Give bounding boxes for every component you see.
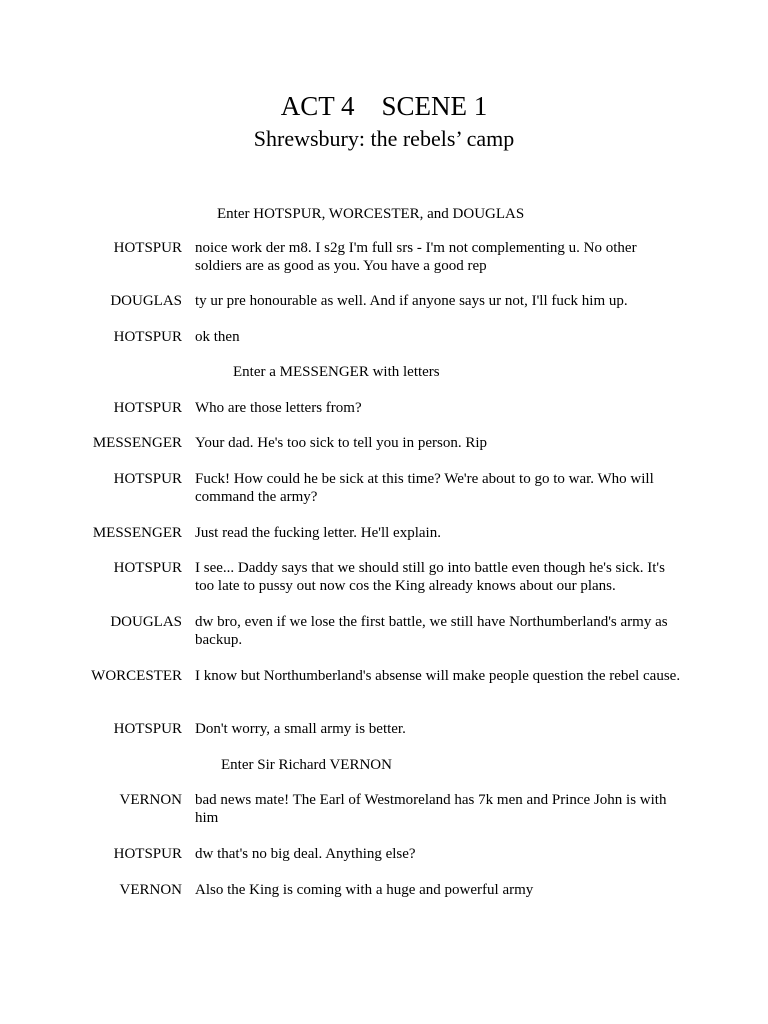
speech-text: ok then bbox=[195, 329, 240, 345]
speech-text: Don't worry, a small army is better. bbox=[195, 721, 406, 737]
speaker-name: HOTSPUR bbox=[113, 721, 182, 737]
speaker-name: HOTSPUR bbox=[113, 560, 182, 576]
speaker-name: DOUGLAS bbox=[110, 614, 182, 630]
speech-text: I know but Northumberland's absense will make people question the rebel cause. bbox=[195, 668, 681, 684]
speech-text: Fuck! How could he be sick at this time? We're about to go to war. Who will command the army? bbox=[195, 471, 654, 505]
stage-direction: Enter Sir Richard VERNON bbox=[221, 757, 392, 773]
speech-text: dw that's no big deal. Anything else? bbox=[195, 846, 416, 862]
speaker-name: HOTSPUR bbox=[113, 400, 182, 416]
stage-direction: Enter a MESSENGER with letters bbox=[233, 364, 440, 380]
speaker-name: VERNON bbox=[119, 792, 182, 808]
speech-text: dw bro, even if we lose the first battle, we still have Northumberland's army as backup. bbox=[195, 614, 668, 648]
stage-direction: Enter HOTSPUR, WORCESTER, and DOUGLAS bbox=[217, 206, 525, 222]
speech-text: bad news mate! The Earl of Westmoreland has 7k men and Prince John is with him bbox=[195, 792, 667, 826]
scene-location: Shrewsbury: the rebels’ camp bbox=[253, 126, 515, 151]
scene-header bbox=[0, 88, 768, 154]
speech-text: ty ur pre honourable as well. And if anyone says ur not, I'll fuck him up. bbox=[195, 293, 628, 309]
speech-text: Just read the fucking letter. He'll explain. bbox=[195, 525, 441, 541]
speaker-name: MESSENGER bbox=[92, 525, 182, 541]
speech-text: Your dad. He's too sick to tell you in person. Rip bbox=[195, 435, 488, 451]
speaker-name: DOUGLAS bbox=[110, 293, 182, 309]
speaker-name: HOTSPUR bbox=[113, 471, 182, 487]
speaker-name: MESSENGER bbox=[92, 435, 182, 451]
speech-text: I see... Daddy says that we should still go into battle even though he's sick. It's too late to pussy out now cos the King already knows about our plans. bbox=[195, 560, 665, 594]
speaker-name: HOTSPUR bbox=[113, 846, 182, 862]
speech-text: Also the King is coming with a huge and powerful army bbox=[195, 882, 534, 898]
speech-text: noice work der m8. I s2g I'm full srs - I'm not complementing u. No other soldiers are as good as you. You have a good rep bbox=[195, 240, 637, 274]
speaker-name: HOTSPUR bbox=[113, 329, 182, 345]
act-scene-title: ACT 4 SCENE 1 bbox=[280, 91, 488, 121]
speaker-name: HOTSPUR bbox=[113, 240, 182, 256]
speaker-name: WORCESTER bbox=[91, 668, 182, 684]
speech-text: Who are those letters from? bbox=[195, 400, 362, 416]
speaker-name: VERNON bbox=[119, 882, 182, 898]
